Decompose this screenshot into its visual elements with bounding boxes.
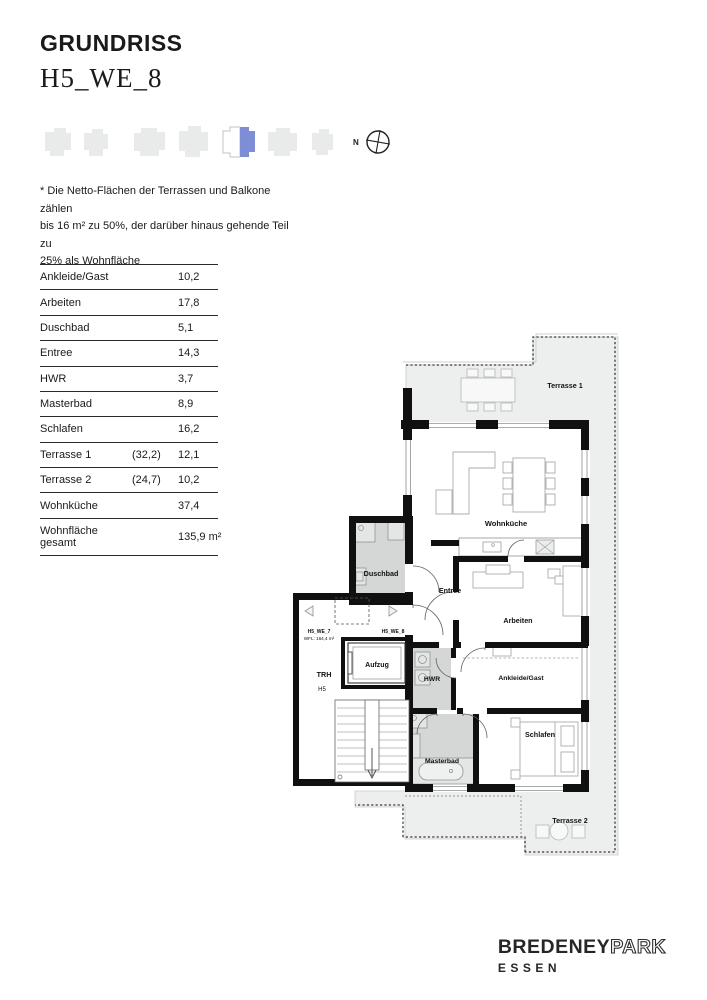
row-label: Masterbad	[40, 398, 92, 411]
room-label-aufzug: Aufzug	[365, 662, 389, 669]
unit-title: H5_WE_8	[40, 63, 163, 93]
room-label-schlafen: Schlafen	[525, 730, 555, 739]
room-label-arbeiten: Arbeiten	[503, 616, 533, 625]
site-building-7-icon	[308, 125, 336, 159]
row-value: 135,9 m²	[178, 530, 222, 543]
row-label: Terrasse 2	[40, 474, 92, 487]
header	[40, 30, 183, 94]
row-value: 3,7	[178, 372, 194, 385]
table-row	[40, 391, 218, 416]
unit-left-area: WFL: 164,4 m²	[303, 636, 335, 641]
row-label: Arbeiten	[40, 296, 81, 309]
row-label: Schlafen	[40, 423, 83, 436]
table-row	[40, 340, 218, 365]
logo-part-solid: BREDENEY	[497, 936, 611, 958]
footnote-line-2: bis 16 m² zu 50%, der darüber hinaus gehende Teil zu	[40, 220, 289, 250]
footnote-line-1: * Die Netto-Flächen der Terrassen und Balkone zählen	[40, 185, 271, 215]
north-compass	[350, 122, 396, 162]
table-row	[40, 315, 218, 340]
room-label-duschbad: Duschbad	[363, 569, 399, 578]
row-label: HWR	[40, 372, 67, 385]
table-row	[40, 416, 218, 441]
site-building-1-icon	[40, 124, 74, 160]
row-value: 12,1	[178, 448, 200, 461]
schlafen-furniture	[511, 718, 578, 779]
row-label: Entree	[40, 347, 73, 360]
row-value: 8,9	[178, 398, 194, 411]
row-value: 16,2	[178, 423, 200, 436]
terrace-footnote	[40, 183, 290, 271]
logo-city: ESSEN	[497, 961, 562, 975]
room-label-wohnkueche: Wohnküche	[484, 519, 528, 528]
row-label: Duschbad	[40, 321, 90, 334]
row-value: 10,2	[178, 271, 200, 284]
row-value: 37,4	[178, 499, 200, 512]
floorplan-drawing	[293, 310, 628, 868]
table-row	[40, 467, 218, 492]
svg-text:N: N	[353, 138, 359, 147]
table-row	[40, 264, 218, 289]
row-label: Terrasse 1	[40, 448, 92, 461]
room-label-ankleide: Ankleide/Gast	[498, 675, 544, 682]
room-label-terrasse2: Terrasse 2	[552, 816, 588, 825]
staircase	[335, 700, 409, 782]
terrace1-dining-set	[461, 369, 515, 411]
brand-logo	[498, 936, 666, 975]
room-label-trh-sub: H5	[318, 687, 326, 693]
footnote-line-3: 25% als Wohnfläche	[40, 255, 141, 268]
row-label: Ankleide/Gast	[40, 271, 109, 284]
room-label-trh: TRH	[316, 670, 332, 679]
area-table	[40, 264, 222, 556]
unit-right-name: H5_WE_8	[381, 629, 405, 635]
table-row	[40, 442, 218, 467]
table-row	[40, 492, 218, 517]
row-value: 10,2	[178, 474, 200, 487]
room-label-hwr: HWR	[423, 676, 441, 683]
row-label: Wohnfläche gesamt	[40, 524, 98, 549]
page-title: GRUNDRISS	[40, 30, 183, 56]
row-value: 14,3	[178, 347, 200, 360]
room-label-entree: Entree	[438, 586, 462, 595]
row-value: 5,1	[178, 321, 194, 334]
site-building-3-icon	[130, 123, 168, 161]
room-label-terrasse1: Terrasse 1	[547, 381, 583, 390]
row-label: Wohnküche	[40, 499, 98, 512]
site-building-4-icon	[174, 122, 212, 162]
row-gross: (32,2)	[132, 448, 161, 461]
room-label-masterbad: Masterbad	[425, 758, 459, 765]
table-row	[40, 366, 218, 391]
site-key	[40, 122, 396, 162]
site-building-6-icon	[264, 123, 302, 161]
unit-left-name: H5_WE_7	[307, 629, 331, 635]
site-building-highlight-icon	[218, 122, 258, 162]
compass-icon	[350, 122, 396, 162]
site-building-2-icon	[80, 124, 110, 160]
row-value: 17,8	[178, 296, 200, 309]
unit-right-area: WFL: 135,9 m²	[377, 636, 409, 641]
table-row	[40, 289, 218, 314]
kitchen-counter	[459, 538, 588, 556]
table-row-total	[40, 518, 222, 556]
row-gross: (24,7)	[132, 474, 161, 487]
logo-part-outline: PARK	[610, 936, 666, 958]
